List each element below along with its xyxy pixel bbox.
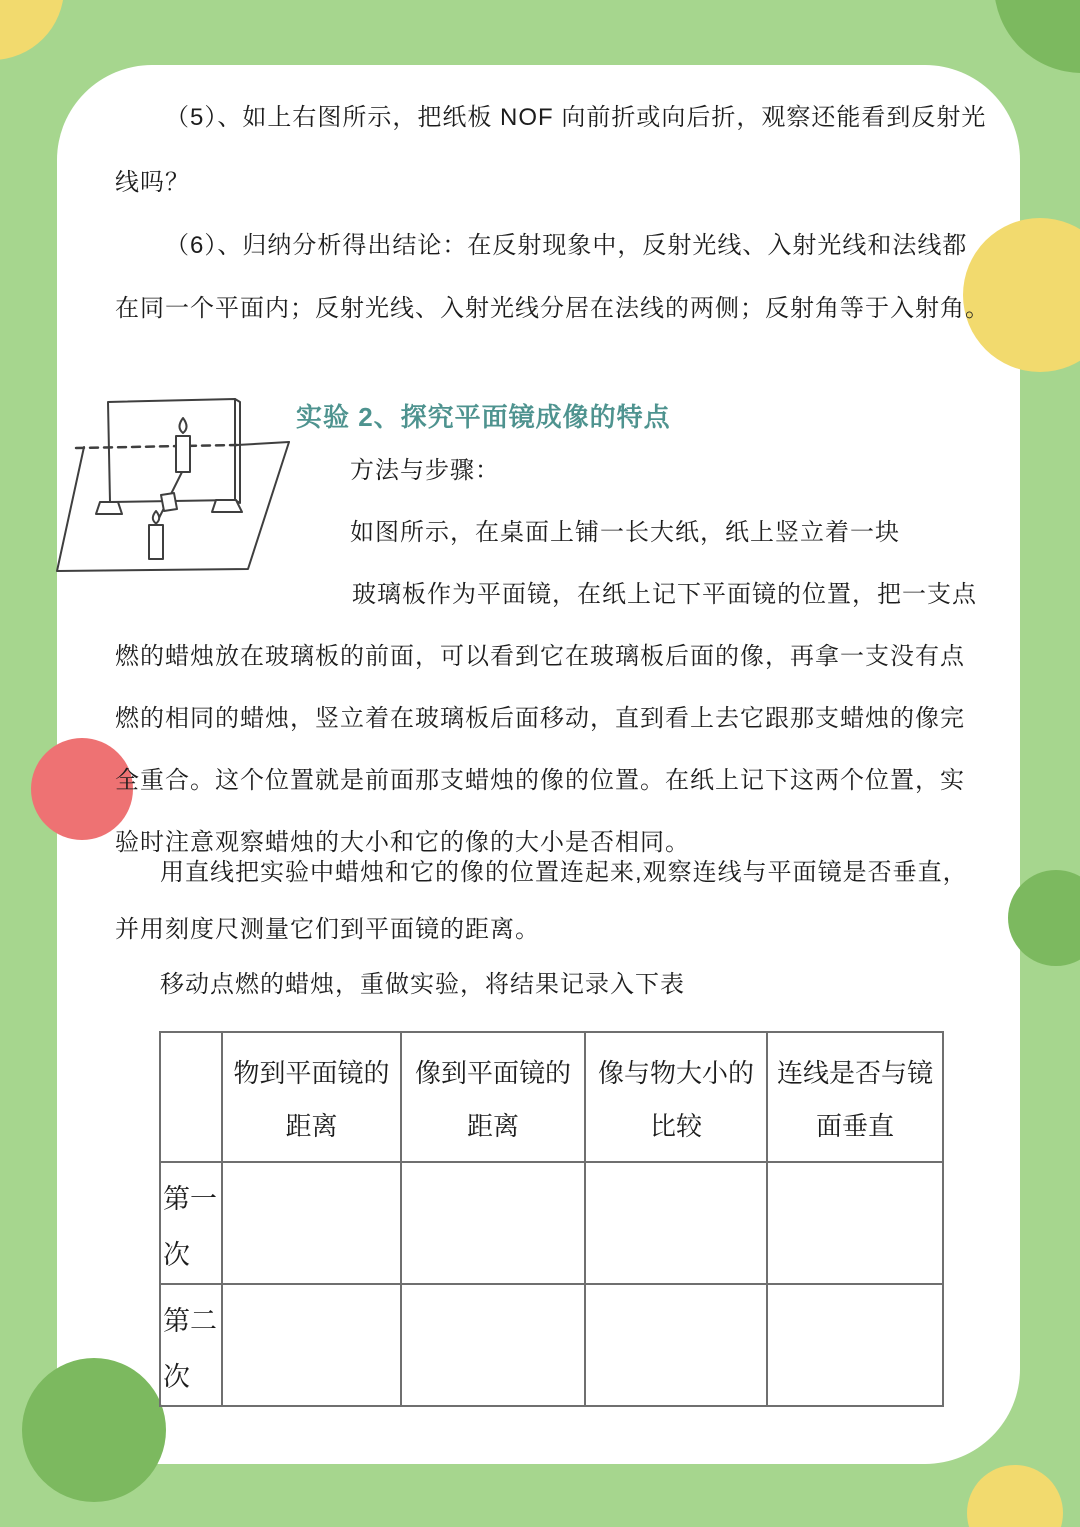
table-cell: [767, 1284, 943, 1406]
header-text: 连线是否与镜: [776, 1058, 933, 1088]
header-text: 像与物大小的: [597, 1058, 754, 1088]
glass-foot-right: [212, 500, 242, 512]
paragraph-line: 燃的蜡烛放在玻璃板的前面，可以看到它在玻璃板后面的像，再拿一支没有点: [115, 643, 965, 670]
table-cell: [222, 1284, 401, 1406]
paragraph-line: 玻璃板作为平面镜，在纸上记下平面镜的位置，把一支点: [352, 581, 977, 608]
row-label-text: 第二: [163, 1306, 217, 1336]
header-text: 物到平面镜的: [233, 1058, 390, 1088]
header-text: 距离: [466, 1111, 519, 1141]
glass-plate-side: [235, 399, 240, 503]
header-text: 距离: [285, 1111, 338, 1141]
paragraph-line: （6）、归纳分析得出结论：在反射现象中，反射光线、入射光线和法线都: [165, 232, 968, 259]
glass-foot-left: [96, 502, 122, 514]
paragraph-line: 在同一个平面内；反射光线、入射光线分居在法线的两侧；反射角等于入射角。: [115, 295, 990, 322]
row-label-first-trial: [160, 1162, 222, 1284]
table-header-image-distance: [401, 1032, 585, 1162]
row-label-text: 次: [163, 1240, 190, 1270]
candle-front-flame: [153, 511, 159, 524]
paragraph-line: 并用刻度尺测量它们到平面镜的距离。: [115, 916, 540, 943]
paragraph-line: 移动点燃的蜡烛，重做实验，将结果记录入下表: [160, 971, 685, 998]
header-text: 面垂直: [815, 1111, 894, 1141]
candle-front-body: [149, 525, 163, 559]
paragraph-line: 全重合。这个位置就是前面那支蜡烛的像的位置。在纸上记下这两个位置，实: [115, 767, 965, 794]
position-marker: [161, 493, 177, 511]
row-label-second-trial: [160, 1284, 222, 1406]
decor-circle-bottom-left-green: [22, 1358, 166, 1502]
decor-circle-top-right-green: [994, 0, 1080, 73]
paragraph-line: 线吗？: [115, 169, 190, 196]
decor-circle-top-left-yellow: [0, 0, 64, 60]
paragraph-line: （5）、如上右图所示，把纸板 NOF 向前折或向后折，观察还能看到反射光: [165, 104, 987, 131]
candle-image-flame: [179, 418, 186, 433]
table-header-perpendicular: [767, 1032, 943, 1162]
table-cell: [222, 1162, 401, 1284]
paragraph-line: 用直线把实验中蜡烛和它的像的位置连起来,观察连线与平面镜是否垂直，: [160, 859, 968, 886]
glass-plate: [108, 399, 235, 502]
experiment2-heading: 实验 2、探究平面镜成像的特点: [296, 402, 671, 432]
mirror-experiment-diagram: [56, 392, 296, 577]
table-cell: [585, 1162, 767, 1284]
table-cell: [401, 1284, 585, 1406]
table-cell: [767, 1162, 943, 1284]
header-text: 比较: [649, 1111, 702, 1141]
header-text: 像到平面镜的: [414, 1058, 571, 1088]
decor-circle-bottom-right-yellow: [967, 1465, 1063, 1527]
table-header-size-comparison: [585, 1032, 767, 1162]
table-row: [160, 1284, 943, 1406]
candle-image-body: [176, 436, 190, 472]
results-table: [159, 1031, 944, 1407]
table-row: [160, 1162, 943, 1284]
table-header-object-distance: [222, 1032, 401, 1162]
table-corner-cell: [160, 1032, 222, 1162]
paragraph-line: 如图所示，在桌面上铺一长大纸，纸上竖立着一块: [350, 519, 900, 546]
paragraph-line: 验时注意观察蜡烛的大小和它的像的大小是否相同。: [115, 829, 690, 856]
table-cell: [401, 1162, 585, 1284]
table-cell: [585, 1284, 767, 1406]
method-label: 方法与步骤：: [350, 457, 500, 484]
row-label-text: 第一: [163, 1184, 217, 1214]
row-label-text: 次: [163, 1362, 190, 1392]
paragraph-line: 燃的相同的蜡烛，竖立着在玻璃板后面移动，直到看上去它跟那支蜡烛的像完: [115, 705, 965, 732]
